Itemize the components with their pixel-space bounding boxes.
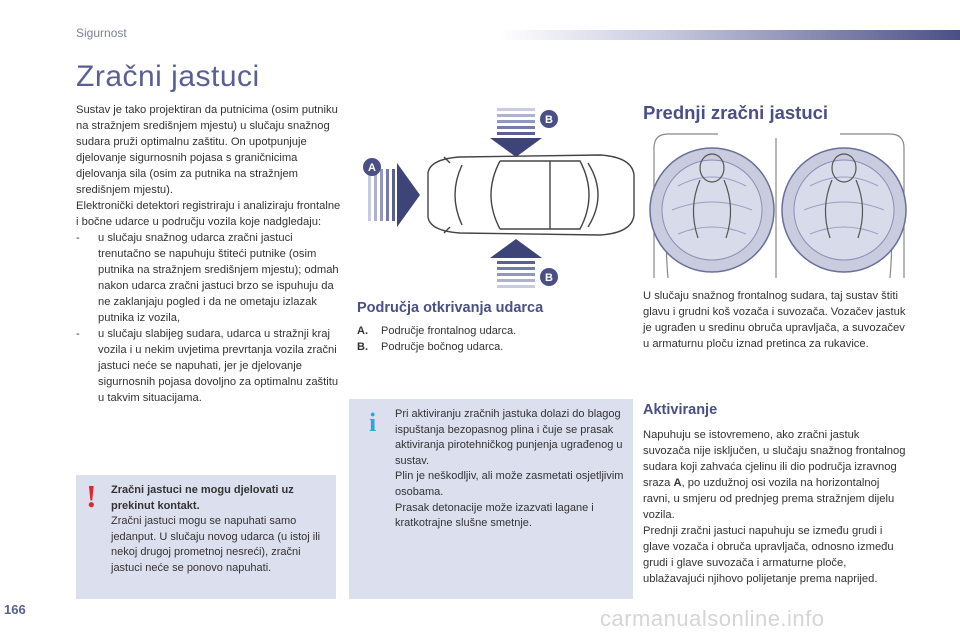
label-b-top: B bbox=[545, 114, 553, 126]
impact-zones-diagram bbox=[350, 105, 640, 295]
warning-text bbox=[111, 483, 326, 576]
intro-paragraph-2: Elektronički detektori registriraju i analiziraju frontalne i bočne udarce u području vozila koje nadgledaju: bbox=[76, 200, 341, 228]
info-text bbox=[395, 407, 627, 532]
info-icon: i bbox=[369, 408, 377, 437]
intro-paragraph-1: Sustav je tako projektiran da putnicima (osim putniku na stražnjem središnjem mjestu) u slučaju snažnog sudara pruži optimalnu zaštitu. On upotpunjuje djelovanje sigurnosnih pojasa s graničnicima djelovanja sila (osim za putnika na stražnjem središnjem mjestu). bbox=[76, 104, 338, 196]
activation-text-before: Napuhuju se istovremeno, ako zračni jastuk suvozača nije isključen, u slučaju snažnog frontalnog sudara koji zahvaća cjelinu ili dio područja izravnog sraza bbox=[643, 429, 906, 489]
section-label: Sigurnost bbox=[76, 26, 127, 40]
activation-text bbox=[643, 427, 908, 587]
activation-title: Aktiviranje bbox=[643, 402, 718, 418]
info-text-1: Pri aktiviranju zračnih jastuka dolazi do blagog ispuštanja bezopasnog plina i čuje se prasak aktiviranja pirotehničkog punjenja ugrađenog u sustav. bbox=[395, 408, 623, 467]
zone-item-a bbox=[357, 323, 627, 339]
label-b-top-badge bbox=[540, 110, 558, 128]
intro-list bbox=[76, 230, 341, 406]
zone-key: A. bbox=[357, 325, 368, 337]
activation-zone-ref: A bbox=[673, 477, 682, 489]
zones-list bbox=[357, 323, 627, 355]
zones-title: Područja otkrivanja udarca bbox=[357, 300, 544, 316]
watermark: carmanualsonline.info bbox=[600, 606, 825, 631]
activation-paragraph-1 bbox=[643, 427, 908, 523]
car-outline bbox=[428, 155, 634, 235]
page-title: Zračni jastuci bbox=[76, 60, 260, 93]
list-item: - u slučaju snažnog udarca zračni jastuci trenutačno se napuhuju štiteći putnike (osim putnika na stražnjem središnjem mjestu); odmah nakon udarca zračni jastuci brzo se ispuhuju da ne zaklanjaju pogled i da ne ometaju izlazak putnika iz vozila, bbox=[76, 230, 341, 326]
intro-text bbox=[76, 102, 341, 406]
side-impact-arrow-top bbox=[490, 108, 542, 157]
warning-title: Zračni jastuci ne mogu djelovati uz prekinut kontakt. bbox=[111, 484, 294, 512]
warning-body: Zračni jastuci mogu se napuhati samo jedanput. U slučaju novog udarca (u istoj ili nekoj drugoj prometnoj nesreći), zračni jastuci neće se ponovo napuhati. bbox=[111, 515, 321, 574]
list-item: - u slučaju slabijeg sudara, udarca u stražnji kraj vozila i u nekim uvjetima prevrtanja vozila zračni jastuci neće se napuhati, jer je djelovanje sigurnosnih pojasa dovoljno za optimalnu zaštitu u takvim situacijama. bbox=[76, 326, 341, 406]
label-a: A bbox=[368, 162, 376, 174]
activation-paragraph-2: Prednji zračni jastuci napuhuju se između grudi i glave vozača i obruča upravljača, odnosno između grudi i glave suvozača i armaturne ploče, ublažavajući njihovo polijetanje prema naprijed. bbox=[643, 525, 894, 585]
info-text-3: Prasak detonacije može izazvati lagane i kratkotrajne slušne smetnje. bbox=[395, 501, 594, 530]
front-airbags-illustration bbox=[648, 128, 910, 280]
exclamation-icon: ! bbox=[86, 478, 97, 514]
label-b-bottom: B bbox=[545, 272, 553, 284]
side-impact-arrow-bottom bbox=[490, 239, 542, 288]
passenger-airbag bbox=[782, 148, 906, 272]
zone-item-b bbox=[357, 339, 627, 355]
front-airbags-text: U slučaju snažnog frontalnog sudara, taj sustav štiti glavu i grudni koš vozača i suvozača. Vozačev jastuk je ugrađen u sredinu obruča upravljača, a suvozačev u armaturnu ploču iznad pretinca za rukavice. bbox=[643, 290, 906, 350]
label-b-bottom-badge bbox=[540, 268, 558, 286]
header-bar bbox=[500, 30, 960, 40]
activation-text-after: , po uzdužnoj osi vozila na horizontalnoj ravni, u smjeru od prednjeg prema stražnjem dijelu vozila. bbox=[643, 477, 895, 521]
page-number: 166 bbox=[4, 602, 26, 617]
zone-key: B. bbox=[357, 341, 368, 353]
info-text-2: Plin je neškodljiv, ali može zasmetati osjetljivim osobama. bbox=[395, 470, 624, 498]
front-airbags-title: Prednji zračni jastuci bbox=[643, 102, 829, 123]
label-a-badge bbox=[363, 158, 381, 176]
driver-airbag bbox=[650, 148, 774, 272]
zone-text: Područje bočnog udarca. bbox=[381, 341, 504, 353]
zone-text: Područje frontalnog udarca. bbox=[381, 325, 517, 337]
